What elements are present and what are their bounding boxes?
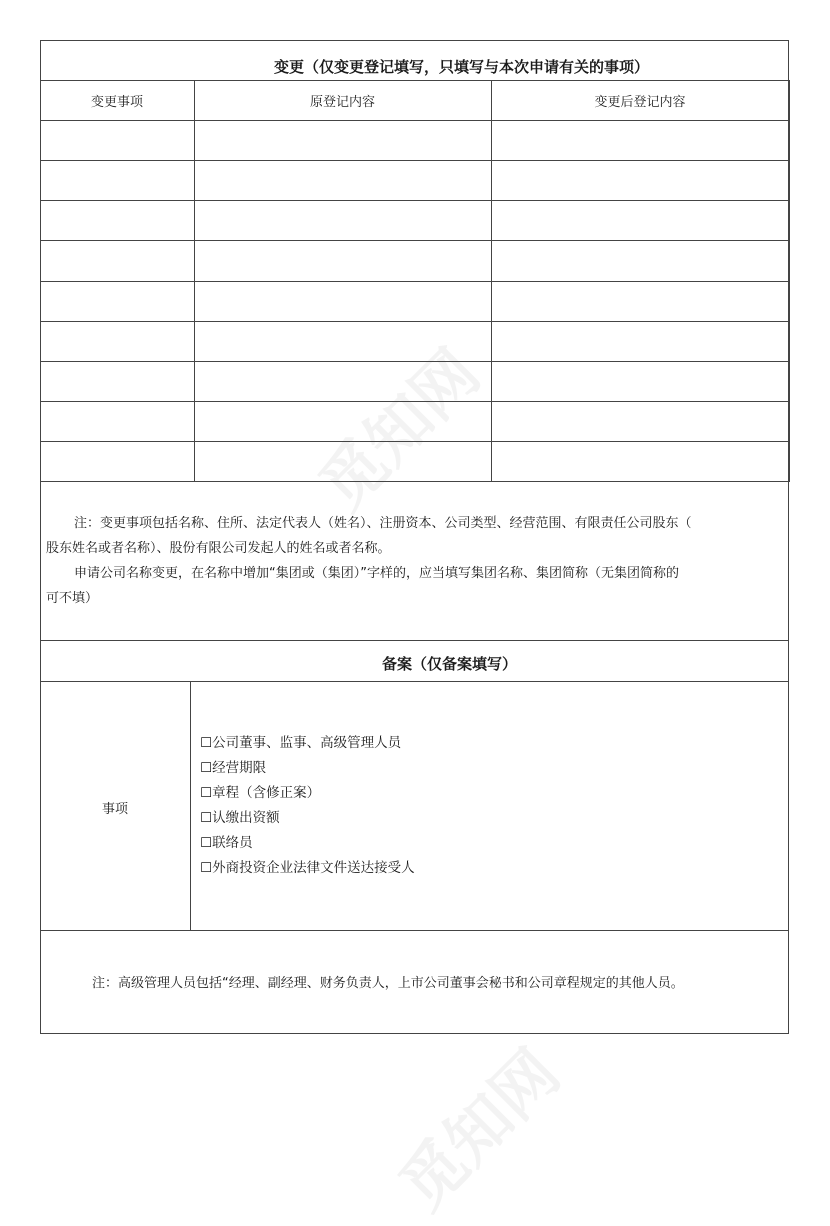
cell-changed[interactable] — [492, 121, 788, 160]
option-label: 联络员 — [212, 835, 253, 851]
cell-change-item[interactable] — [41, 201, 194, 240]
cell-change-item[interactable] — [41, 322, 194, 361]
note-line: 可不填） — [46, 591, 99, 606]
option-liaison[interactable] — [200, 831, 780, 856]
cell-original[interactable] — [195, 161, 491, 200]
cell-change-item[interactable] — [41, 121, 194, 160]
table-border-bottom — [40, 1033, 789, 1034]
checkbox-icon[interactable]: ☐ — [200, 810, 213, 826]
row-divider — [40, 481, 790, 482]
cell-change-item[interactable] — [41, 442, 194, 481]
cell-change-item[interactable] — [41, 282, 194, 321]
note-line: 股东姓名或者名称）、股份有限公司发起人的姓名或者名称。 — [46, 541, 391, 556]
table-border-top — [40, 40, 789, 41]
cell-original[interactable] — [195, 442, 491, 481]
checkbox-icon[interactable]: ☐ — [200, 835, 213, 851]
cell-change-item[interactable] — [41, 362, 194, 401]
option-label: 外商投资企业法律文件送达接受人 — [212, 860, 415, 876]
cell-changed[interactable] — [492, 362, 788, 401]
option-label: 章程（含修正案） — [212, 785, 321, 801]
column-header-change-item: 变更事项 — [90, 95, 143, 110]
note-line: 注：变更事项包括名称、住所、法定代表人（姓名）、注册资本、公司类型、经营范围、有限责任公司股东（ — [74, 516, 692, 531]
checkbox-icon[interactable]: ☐ — [200, 760, 213, 776]
cell-original[interactable] — [195, 402, 491, 441]
cell-original[interactable] — [195, 241, 491, 280]
filing-item-label: 事项 — [101, 802, 128, 817]
checkbox-icon[interactable]: ☐ — [200, 735, 213, 751]
filing-col-divider — [190, 681, 191, 930]
filing-title-bottom — [40, 681, 789, 682]
change-note — [46, 511, 786, 611]
option-directors[interactable] — [200, 731, 780, 756]
cell-changed[interactable] — [492, 282, 788, 321]
checkbox-icon[interactable]: ☐ — [200, 860, 213, 876]
filing-options — [200, 731, 780, 881]
option-term[interactable] — [200, 756, 780, 781]
filing-title-top — [40, 640, 789, 641]
cell-original[interactable] — [195, 322, 491, 361]
cell-original[interactable] — [195, 121, 491, 160]
cell-changed[interactable] — [492, 322, 788, 361]
option-capital[interactable] — [200, 806, 780, 831]
cell-original[interactable] — [195, 201, 491, 240]
option-service-agent[interactable] — [200, 856, 780, 881]
cell-changed[interactable] — [492, 161, 788, 200]
table-border-right-extension — [789, 80, 790, 481]
option-label: 经营期限 — [212, 760, 267, 776]
cell-changed[interactable] — [492, 241, 788, 280]
note-line: 申请公司名称变更，在名称中增加“集团或（集团）”字样的，应当填写集团名称、集团简称（无集团简称的 — [74, 566, 679, 581]
filing-bottom-divider — [40, 930, 789, 931]
column-header-original: 原登记内容 — [309, 95, 375, 110]
cell-changed[interactable] — [492, 402, 788, 441]
cell-changed[interactable] — [492, 201, 788, 240]
option-articles[interactable] — [200, 781, 780, 806]
cell-change-item[interactable] — [41, 241, 194, 280]
checkbox-icon[interactable]: ☐ — [200, 785, 213, 801]
change-section-title: 变更（仅变更登记填写，只填写与本次申请有关的事项） — [273, 58, 649, 76]
cell-original[interactable] — [195, 362, 491, 401]
column-header-changed: 变更后登记内容 — [594, 95, 686, 110]
option-label: 公司董事、监事、高级管理人员 — [212, 735, 402, 751]
cell-original[interactable] — [195, 282, 491, 321]
cell-change-item[interactable] — [41, 161, 194, 200]
header-divider — [40, 80, 790, 81]
cell-change-item[interactable] — [41, 402, 194, 441]
filing-section-title: 备案（仅备案填写） — [381, 655, 517, 673]
watermark-lower — [376, 1026, 577, 1226]
filing-note: 注：高级管理人员包括“经理、副经理、财务负责人，上市公司董事会秘书和公司章程规定的其他人员。 — [92, 976, 684, 991]
cell-changed[interactable] — [492, 442, 788, 481]
option-label: 认缴出资额 — [212, 810, 280, 826]
